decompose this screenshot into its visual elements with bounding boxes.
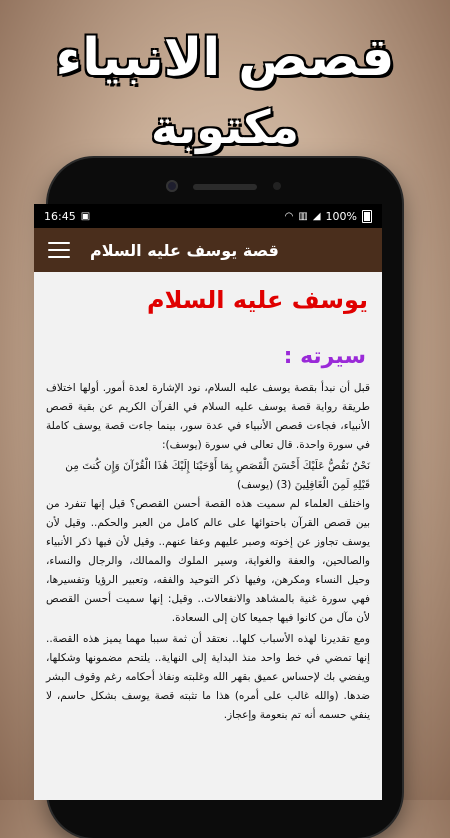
- status-bar: [34, 204, 382, 228]
- story-paragraph: واختلف العلماء لم سميت هذه القصة أحسن القصص؟ قيل إنها تنفرد من بين قصص القرآن باحتوائها على عالم كامل من العبر والحكم.. وقيل لأن يوسف تجاوز عن إخوته وصبر عليهم وعفا عنهم.. وقيل لأن فيها ذكر الأنبياء والصالحين، والعفة والغواية، وسير الملوك والممالك، والرجال والنساء، وحيل النساء ومكرهن، وفيها ذكر التوحيد والفقه، وتعبير الرؤيا وتفسيرها، فهي سورة غنية بالمشاهد والانفعالات.. وقيل: إنها سميت أحسن القصص لأن مآل من كانوا فيها جميعا كان إلى السعادة.: [46, 498, 370, 624]
- earpiece-speaker: [193, 184, 257, 190]
- status-time: 16:45: [44, 209, 76, 223]
- quran-verse-line: قَبْلِهِ لَمِنَ الْغَافِلِينَ (3) (يوسف): [236, 479, 370, 491]
- vibrate-icon: ▥: [298, 210, 308, 222]
- story-content: [34, 272, 382, 725]
- phone-top-bezel: [48, 158, 402, 206]
- battery-percent: 100%: [325, 209, 357, 223]
- battery-icon: [362, 210, 372, 223]
- app-bar-title: قصة يوسف عليه السلام: [90, 240, 279, 260]
- app-screen: [34, 204, 382, 800]
- story-heading: يوسف عليه السلام: [147, 286, 368, 314]
- app-bar: [34, 228, 382, 272]
- promo-title-line2: مكتوبة: [150, 100, 300, 154]
- wifi-icon: ◠: [284, 210, 294, 222]
- signal-icon: ◢: [312, 210, 321, 222]
- gallery-notification-icon: ▣: [80, 210, 91, 222]
- front-camera: [166, 180, 178, 192]
- story-paragraph: قبل أن نبدأ بقصة يوسف عليه السلام، نود الإشارة لعدة أمور. أولها اختلاف طريقة رواية قصة يوسف عليه السلام في القرآن الكريم عن بقية قصص الأنبياء، فجاءت قصص الأنبياء في عدة سور، بينما جاءت قصة يوسف كاملة في سورة واحدة. قال تعالى في سورة (يوسف):: [46, 382, 370, 451]
- proximity-sensor: [273, 182, 281, 190]
- story-paragraph: ومع تقديرنا لهذه الأسباب كلها.. نعتقد أن ثمة سببا مهما يميز هذه القصة.. إنها تمضي في خط واحد منذ البداية إلى النهاية.. يلتحم مضمونها وشكلها، ويفضي بك لإحساس عميق بقهر الله وغلبته ونفاذ أحكامه رغم وقوف البشر ضدها. (والله غالب على أمره) هذا ما تثبته قصة يوسف بشكل حاسم، لا ينفي حسمه أنه تم بنعومة وإعجاز.: [46, 633, 370, 721]
- hamburger-menu-icon[interactable]: [48, 242, 70, 258]
- story-subheading: سيرته :: [283, 344, 366, 369]
- quran-verse-line: نَحْنُ نَقُصُّ عَلَيْكَ أَحْسَنَ الْقَصَصِ بِمَا أَوْحَيْنَا إِلَيْكَ هَٰذَا الْقُرْآنَ وَإِن كُنتَ مِن: [65, 460, 370, 472]
- promo-title-line1: قصص الانبياء: [55, 28, 395, 88]
